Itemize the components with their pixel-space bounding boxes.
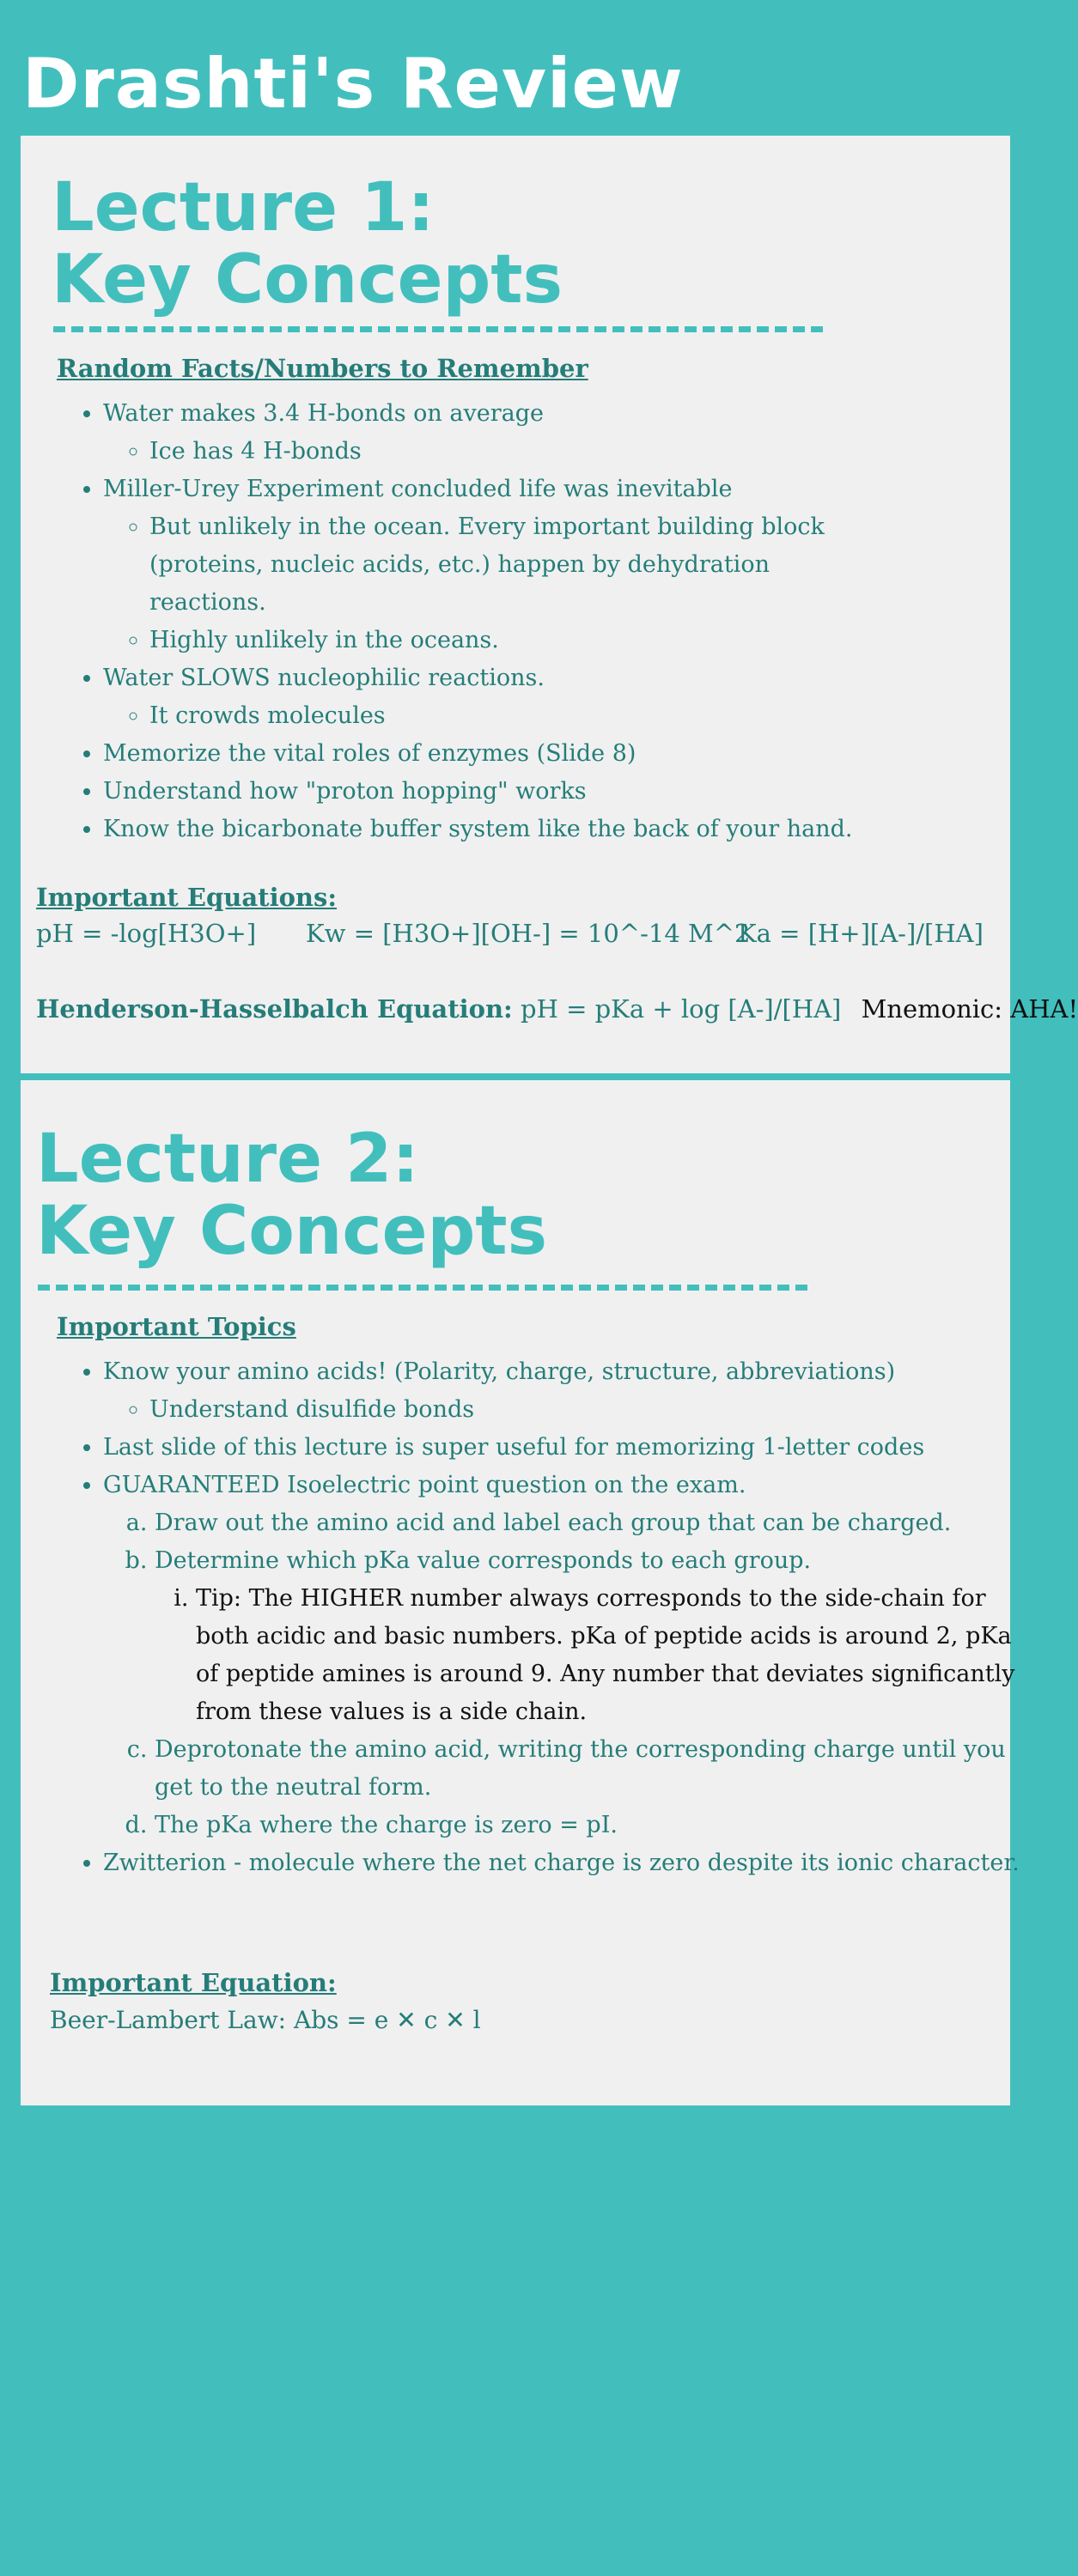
list-item: a. Draw out the amino acid and label each group that can be charged. bbox=[155, 1504, 1031, 1542]
facts-subheading: Random Facts/Numbers to Remember bbox=[57, 354, 588, 383]
equation-subheading: Important Equation: bbox=[50, 1968, 337, 1997]
list-item: ◦ Highly unlikely in the oceans. bbox=[149, 622, 962, 659]
lecture-1-heading-line1: Lecture 1: bbox=[52, 169, 435, 246]
list-item: • Know your amino acids! (Polarity, charge, structure, abbreviations) ◦ Understand disulfide bonds bbox=[103, 1353, 1031, 1429]
topics-subheading: Important Topics bbox=[57, 1312, 296, 1341]
ph-equation: pH = -log[H3O+] bbox=[36, 919, 257, 948]
hh-formula: pH = pKa + log [A-]/[HA] bbox=[521, 994, 842, 1024]
lecture-2-heading-line1: Lecture 2: bbox=[36, 1121, 419, 1198]
topics-list bbox=[57, 1353, 1031, 1882]
lecture-2-heading bbox=[36, 1121, 548, 1270]
list-item: • Water makes 3.4 H-bonds on average ◦ Ice has 4 H-bonds bbox=[103, 395, 962, 471]
list-item: b. Determine which pKa value corresponds to each group. i. Tip: The HIGHER number always corresponds to the side-chain for both acidic and basic numbers. pKa of peptide acids is around 2, pKa of peptide amines is around 9. Any number that deviates significantly from these values is a side chain. bbox=[155, 1542, 1031, 1731]
list-item: • Last slide of this lecture is super useful for memorizing 1-letter codes bbox=[103, 1429, 1031, 1467]
list-item: c. Deprotonate the amino acid, writing the corresponding charge until you get to the neutral form. bbox=[155, 1731, 1031, 1807]
list-item: • Know the bicarbonate buffer system like the back of your hand. bbox=[103, 811, 962, 848]
lecture-1-panel bbox=[21, 136, 1078, 1073]
list-item: • Zwitterion - molecule where the net charge is zero despite its ionic character. bbox=[103, 1844, 1031, 1882]
list-item: • Miller-Urey Experiment concluded life was inevitable ◦ But unlikely in the ocean. Every important building block (proteins, nucleic acids, etc.) happen by dehydration reactions. ◦ Highly unlikely in the oceans. bbox=[103, 471, 962, 659]
beer-lambert-equation: Beer-Lambert Law: Abs = e ✕ c ✕ l bbox=[50, 2006, 481, 2034]
list-item: i. Tip: The HIGHER number always corresponds to the side-chain for both acidic and basic numbers. pKa of peptide acids is around 2, pKa of peptide amines is around 9. Any number that deviates significantly from these values is a side chain. bbox=[196, 1580, 1031, 1731]
list-item: • Memorize the vital roles of enzymes (Slide 8) bbox=[103, 735, 962, 773]
lecture-1-heading-line2: Key Concepts bbox=[52, 241, 563, 319]
hh-label: Henderson-Hasselbalch Equation: bbox=[36, 994, 513, 1024]
list-item: ◦ But unlikely in the ocean. Every important building block (proteins, nucleic acids, etc.) happen by dehydration reactions. bbox=[149, 508, 837, 622]
list-item: ◦ It crowds molecules bbox=[149, 697, 962, 735]
list-item: • Water SLOWS nucleophilic reactions. ◦ It crowds molecules bbox=[103, 659, 962, 735]
hh-mnemonic: Mnemonic: AHA! bbox=[861, 994, 1078, 1024]
list-item: ◦ Ice has 4 H-bonds bbox=[149, 433, 962, 471]
ka-equation: Ka = [H+][A-]/[HA] bbox=[738, 919, 984, 948]
page-title: Drashti's Review bbox=[22, 44, 684, 124]
list-item: • Understand how "proton hopping" works bbox=[103, 773, 962, 811]
equations-subheading: Important Equations: bbox=[36, 883, 338, 912]
lecture-2-heading-line2: Key Concepts bbox=[36, 1193, 548, 1270]
lecture-1-heading-underline bbox=[53, 326, 823, 332]
list-item: d. The pKa where the charge is zero = pI. bbox=[155, 1807, 1031, 1844]
kw-equation: Kw = [H3O+][OH-] = 10^-14 M^2 bbox=[306, 919, 751, 948]
lecture-1-heading bbox=[52, 169, 563, 319]
lecture-2-heading-underline bbox=[38, 1285, 807, 1291]
henderson-hasselbalch-row bbox=[36, 994, 1078, 1024]
list-item: • GUARANTEED Isoelectric point question on the exam. a. Draw out the amino acid and label each group that can be charged. b. Determine which pKa value corresponds to each group. i. Tip: The HIGHER number always corresponds to the side-chain for both acidic and basic numbers. pKa of peptide acids is around 2, pKa of peptide amines is around 9. Any number that deviates significantly from these values is a side chain. c. Deprotonate the amino acid, writing the corresponding charge until you get to the neutral form. d. The pKa where the charge is zero = pI. bbox=[103, 1467, 1031, 1844]
list-item: ◦ Understand disulfide bonds bbox=[149, 1391, 1031, 1429]
lecture-2-panel bbox=[21, 1080, 1020, 2105]
facts-list bbox=[57, 395, 962, 848]
